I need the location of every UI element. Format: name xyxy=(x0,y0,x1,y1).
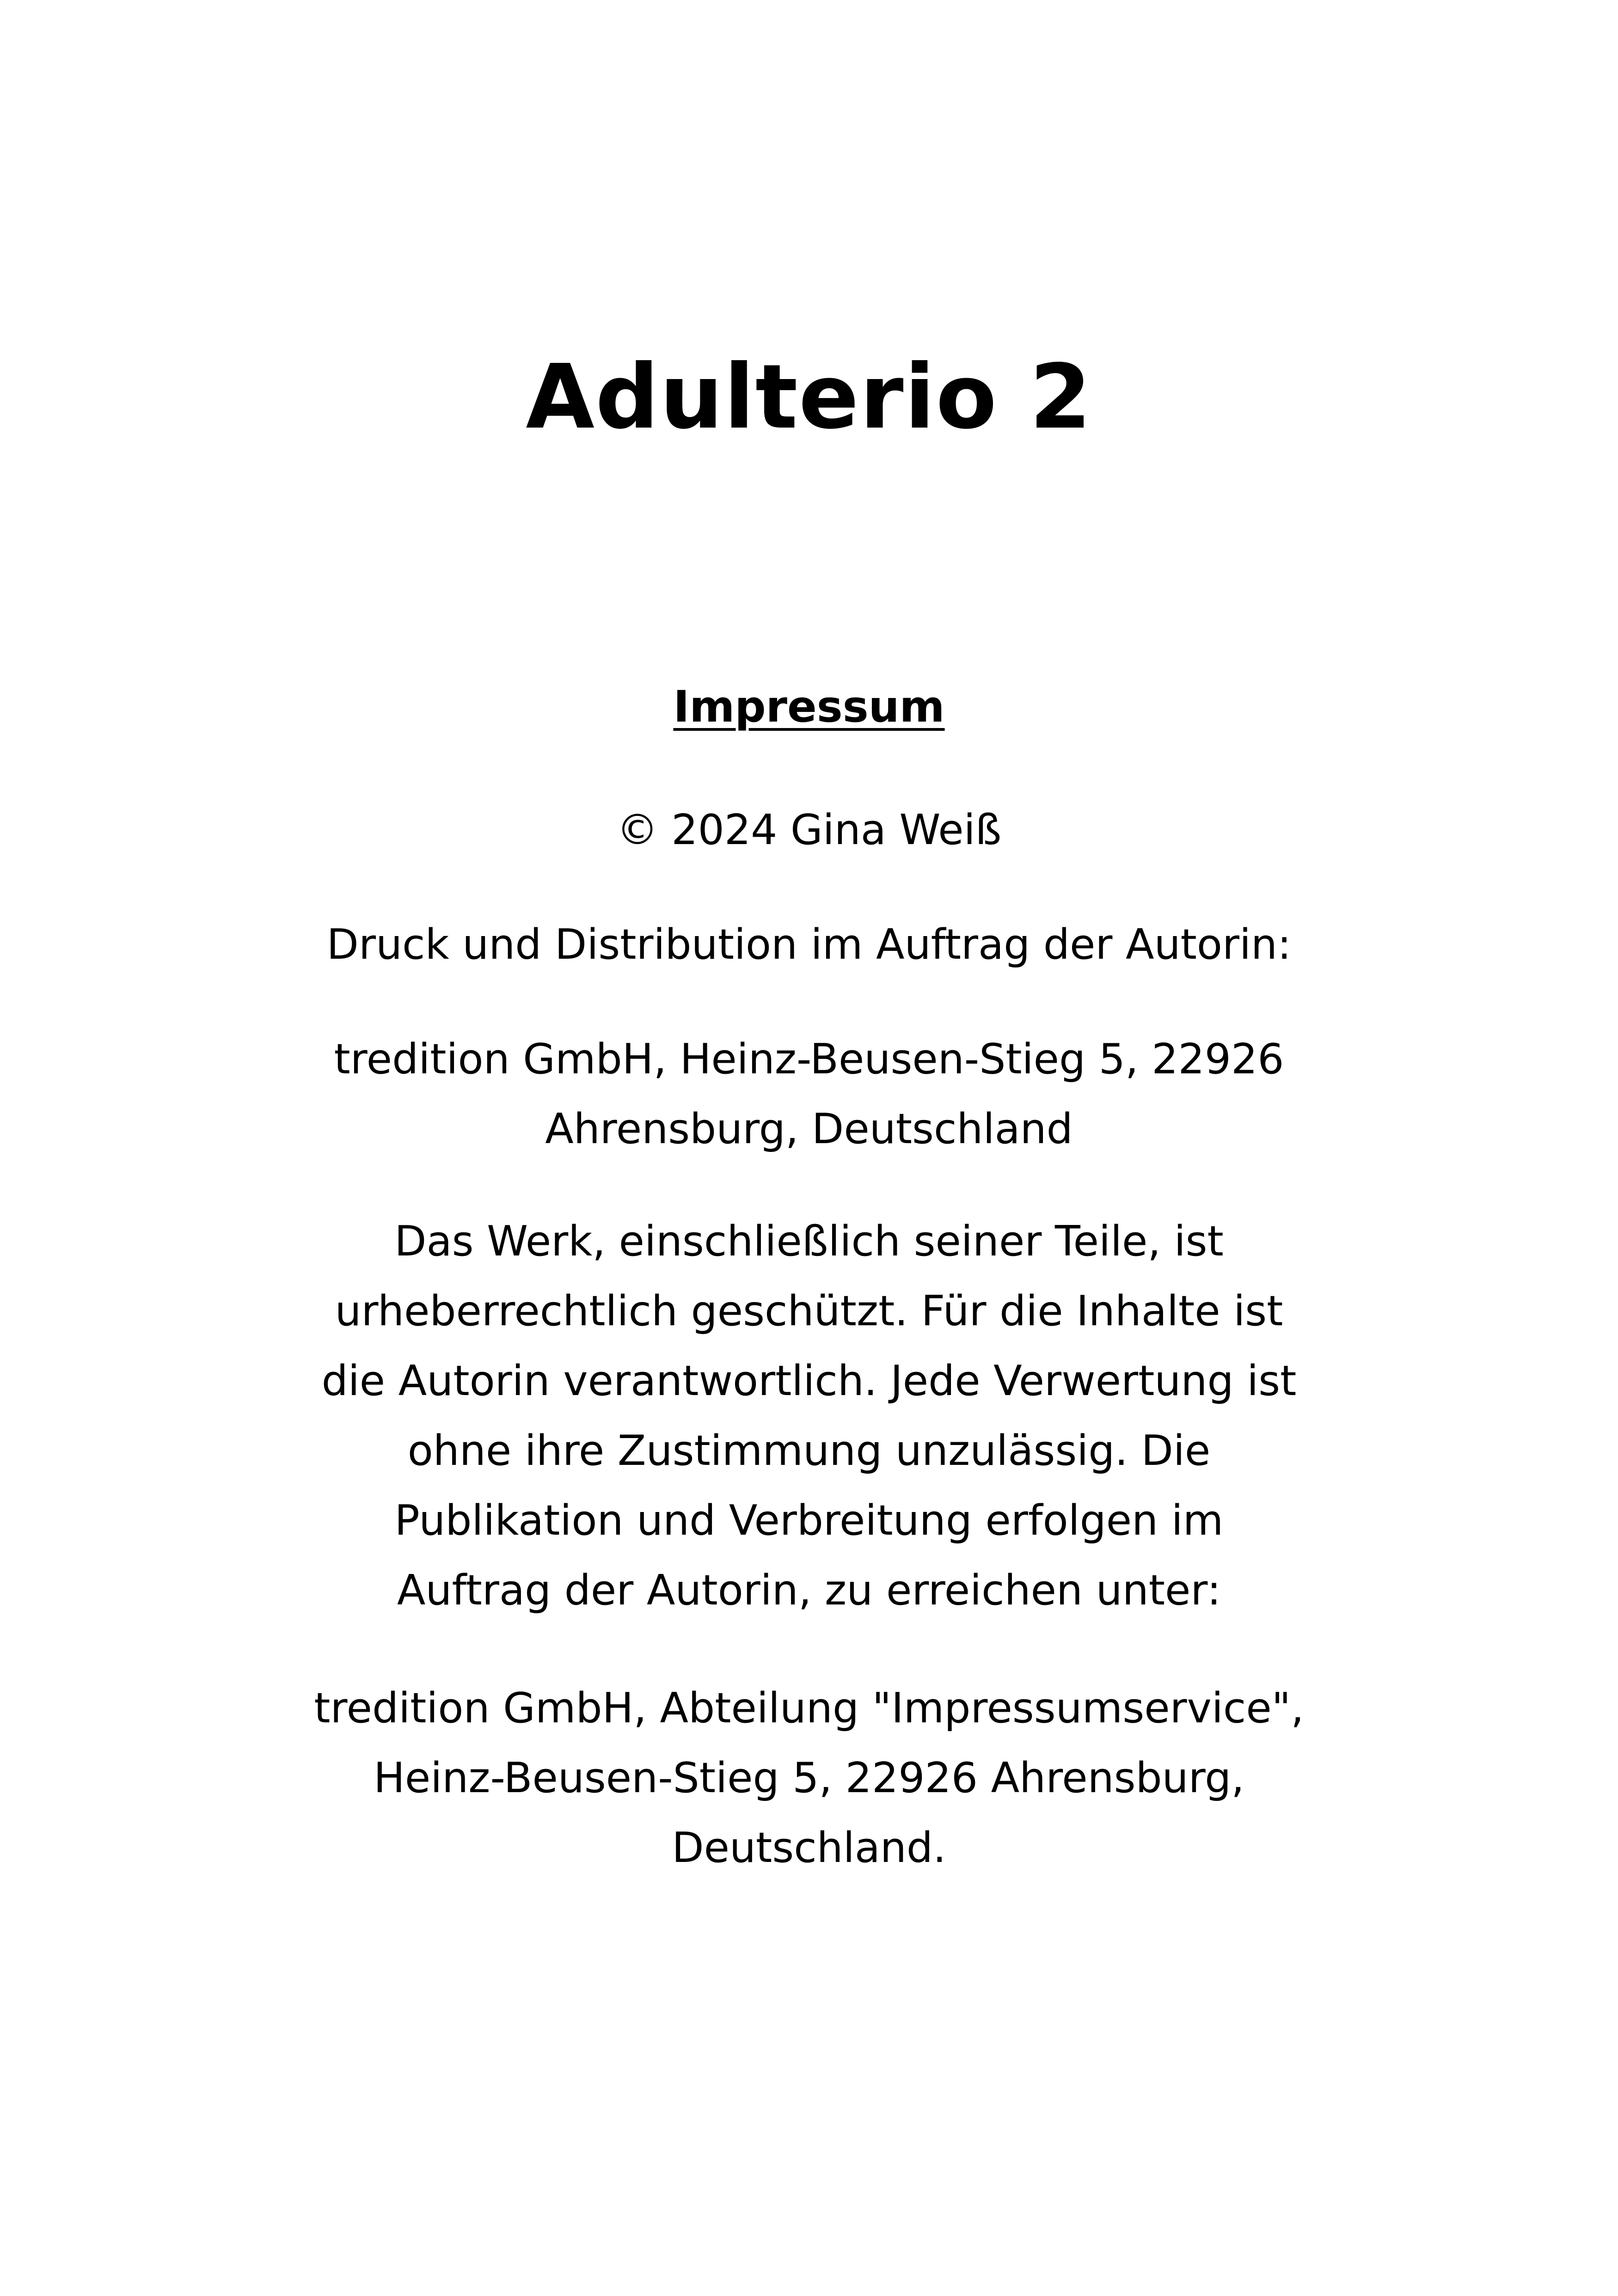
publisher-address-line: tredition GmbH, Heinz-Beusen-Stieg 5, 22926 xyxy=(334,1035,1284,1084)
rights-notice xyxy=(0,1206,1618,1625)
publisher-address-line: Ahrensburg, Deutschland xyxy=(545,1105,1073,1153)
printing-distribution-line: Druck und Distribution im Auftrag der Autorin: xyxy=(326,920,1292,969)
rights-notice-line: Publikation und Verbreitung erfolgen im xyxy=(394,1496,1224,1545)
contact-address xyxy=(0,1673,1618,1883)
publisher-address xyxy=(0,1024,1618,1164)
book-title: Adulterio 2 xyxy=(526,346,1092,449)
rights-notice-line: ohne ihre Zustimmung unzulässig. Die xyxy=(407,1427,1211,1475)
rights-notice-line: die Autorin verantwortlich. Jede Verwertung ist xyxy=(321,1357,1297,1405)
contact-address-line: tredition GmbH, Abteilung "Impressumservice", xyxy=(314,1684,1304,1733)
rights-notice-line: Das Werk, einschließlich seiner Teile, ist xyxy=(394,1217,1224,1266)
copyright-notice: © 2024 Gina Weiß xyxy=(616,806,1002,854)
contact-address-line: Heinz-Beusen-Stieg 5, 22926 Ahrensburg, xyxy=(374,1754,1244,1802)
rights-notice-line: urheberrechtlich geschützt. Für die Inhalte ist xyxy=(335,1287,1283,1335)
rights-notice-line: Auftrag der Autorin, zu erreichen unter: xyxy=(397,1566,1221,1615)
contact-address-line: Deutschland. xyxy=(672,1824,946,1872)
imprint-heading: Impressum xyxy=(673,682,945,732)
